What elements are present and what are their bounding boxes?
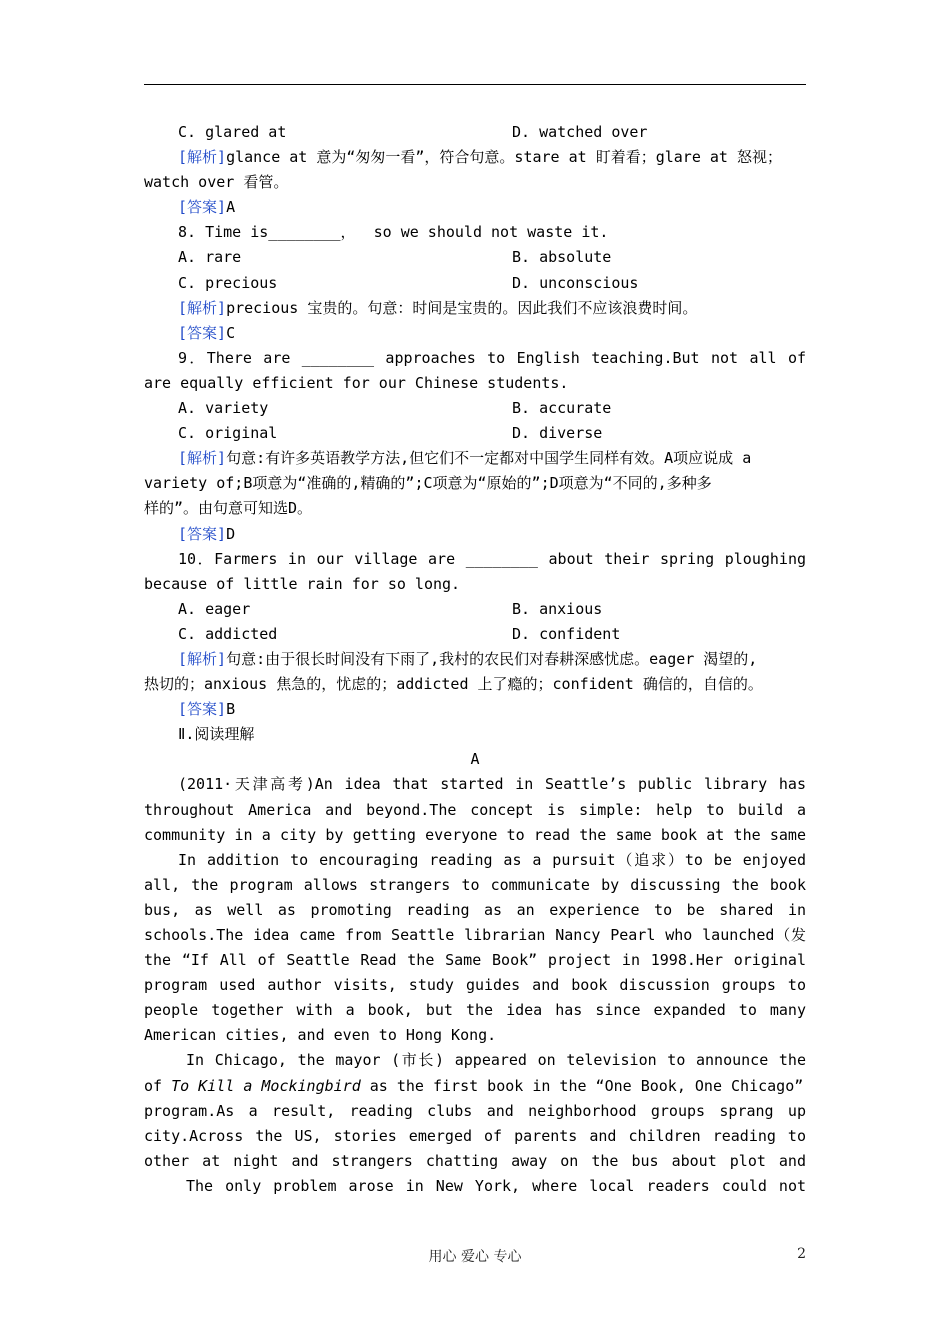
q8-option-c: C. precious xyxy=(178,273,278,292)
footer-motto: 用心 爱心 专心 xyxy=(428,1249,522,1265)
passage-p3-line4: city.Across the US, stories emerged of parents and children reading to xyxy=(144,1126,806,1145)
q7-option-d: D. watched over xyxy=(512,123,648,141)
q8-options-cd xyxy=(144,271,806,296)
answer-tag: [答案] xyxy=(178,524,227,543)
q10-explanation-line2: 热切的；anxious 焦急的，忧虑的；addicted 上了瘾的；confident 确信的，自信的。 xyxy=(144,675,763,694)
passage-p3-line5: other at night and strangers chatting away on the bus about plot and xyxy=(144,1151,806,1170)
q7-options-cd xyxy=(144,120,806,145)
q8-answer: [答案]C xyxy=(178,323,236,342)
page-number: 2 xyxy=(797,1246,806,1262)
q8-option-d: D. unconscious xyxy=(512,273,639,292)
q7-explanation-line1: [解析]glance at 意为“匆匆一看”，符合句意。stare at 盯着看；glare at 怒视； xyxy=(178,148,782,167)
q10-answer: [答案]B xyxy=(178,700,236,719)
q9-stem-line2: are equally efficient for our Chinese students. xyxy=(144,373,569,392)
q8-options-ab xyxy=(144,245,806,270)
q9-explanation-line2: variety of;B项意为“准确的,精确的”;C项意为“原始的”;D项意为“不同的,多种多 xyxy=(144,474,712,493)
q10-option-a: A. eager xyxy=(178,599,251,618)
q9-option-c: C. original xyxy=(178,424,278,443)
passage-p3-line2: of To Kill a Mockingbird as the first book in the “One Book, One Chicago” xyxy=(144,1076,804,1095)
q9-options-ab xyxy=(144,396,806,421)
q7-answer: [答案]A xyxy=(178,198,236,217)
q10-stem-line2: because of little rain for so long. xyxy=(144,574,461,593)
passage-label: A xyxy=(470,750,480,769)
q9-explanation-line1: [解析]句意:有许多英语教学方法,但它们不一定都对中国学生同样有效。A项应说成 a xyxy=(178,449,752,468)
q7-explanation-line2: watch over 看管。 xyxy=(144,173,289,192)
q10-option-d: D. confident xyxy=(512,624,621,643)
q9-option-a: A. variety xyxy=(178,399,269,418)
q10-explanation-line1: [解析]句意:由于很长时间没有下雨了,我村的农民们对春耕深感忧虑。eager 渴望的, xyxy=(178,649,758,668)
passage-p1-line3: community in a city by getting everyone to read the same book at the same xyxy=(144,825,806,844)
q9-option-b: B. accurate xyxy=(512,399,612,418)
q10-option-c: C. addicted xyxy=(178,624,278,643)
explanation-tag: [解析] xyxy=(178,449,227,468)
answer-tag: [答案] xyxy=(178,198,227,217)
q9-option-d: D. diverse xyxy=(512,424,603,443)
passage-p3-line3: program.As a result, reading clubs and neighborhood groups sprang up xyxy=(144,1101,806,1120)
passage-p3-line1: In Chicago, the mayor (市长) appeared on television to announce the xyxy=(186,1051,806,1070)
passage-p2-line7: people together with a book, but the idea has since expanded to many xyxy=(144,1001,806,1020)
passage-p2-line1: In addition to encouraging reading as a pursuit（追求）to be enjoyed xyxy=(178,850,806,869)
explanation-tag: [解析] xyxy=(178,298,227,317)
q8-option-a: A. rare xyxy=(178,248,242,267)
q9-options-cd xyxy=(144,421,806,446)
q10-stem-line1: 10．Farmers in our village are ________ about their spring ploughing xyxy=(178,549,806,568)
header-rule xyxy=(144,84,806,85)
q9-explanation-line3: 样的”。由句意可知选D。 xyxy=(144,499,313,518)
passage-p2-line3: bus, as well as promoting reading as an experience to be shared in xyxy=(144,900,806,919)
q10-options-cd xyxy=(144,622,806,647)
section-heading: Ⅱ.阅读理解 xyxy=(178,725,255,744)
q8-explanation: [解析]precious 宝贵的。句意：时间是宝贵的。因此我们不应该浪费时间。 xyxy=(178,298,698,317)
q10-option-b: B. anxious xyxy=(512,599,603,618)
explanation-tag: [解析] xyxy=(178,148,227,167)
passage-p2-line5: the “If All of Seattle Read the Same Book” project in 1998.Her original xyxy=(144,951,806,970)
q10-options-ab xyxy=(144,597,806,622)
passage-p2-line6: program used author visits, study guides and book discussion groups to xyxy=(144,976,806,995)
passage-p4-line1: The only problem arose in New York, where local readers could not xyxy=(186,1176,806,1195)
q9-answer: [答案]D xyxy=(178,524,236,543)
q9-stem-line1: 9．There are ________ approaches to English teaching.But not all of xyxy=(178,348,806,367)
q7-option-c: C. glared at xyxy=(178,123,287,141)
page-content xyxy=(144,120,806,1199)
q8-stem: 8. Time is________， so we should not waste it. xyxy=(178,223,609,242)
explanation-tag: [解析] xyxy=(178,649,227,668)
book-title: To Kill a Mockingbird xyxy=(171,1076,361,1095)
passage-p2-line4: schools.The idea came from Seattle librarian Nancy Pearl who launched（发 xyxy=(144,926,806,944)
passage-p2-line2: all, the program allows strangers to communicate by discussing the book xyxy=(144,875,806,894)
answer-tag: [答案] xyxy=(178,323,227,342)
passage-p1-line1: (2011·天津高考)An idea that started in Seattle’s public library has xyxy=(178,775,806,794)
answer-tag: [答案] xyxy=(178,700,227,719)
passage-p2-line8: American cities, and even to Hong Kong. xyxy=(144,1026,497,1045)
q8-option-b: B. absolute xyxy=(512,248,612,267)
passage-p1-line2: throughout America and beyond.The concept is simple: help to build a xyxy=(144,800,806,819)
